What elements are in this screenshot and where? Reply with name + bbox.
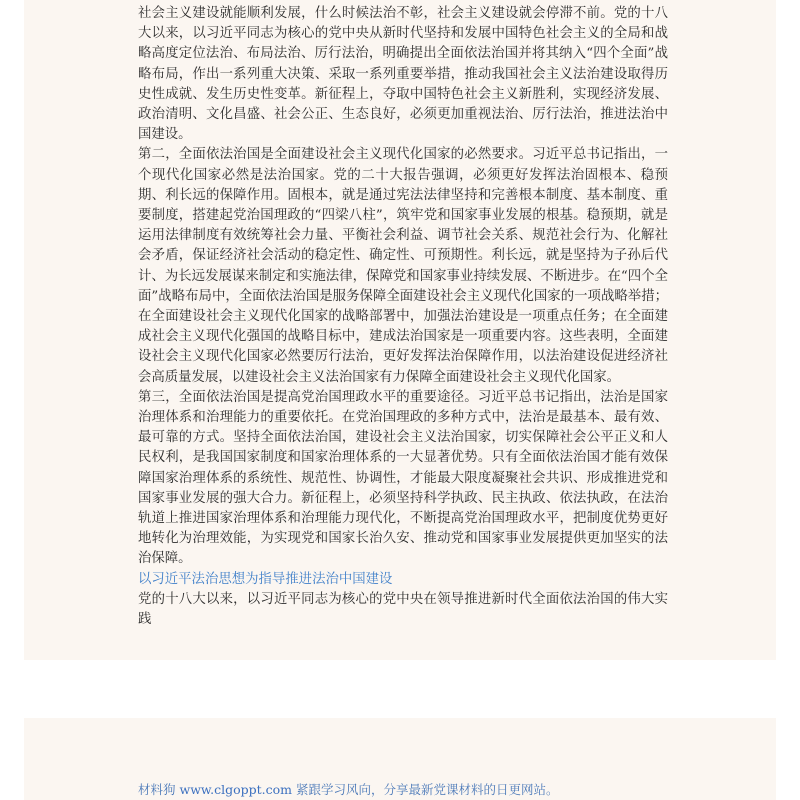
footer-brand: 材料狗 [138, 782, 176, 797]
paragraph-1: 社会主义建设就能顺利发展，什么时候法治不彰，社会主义建设就会停滞不前。党的十八大以来，以习近平同志为核心的党中央从新时代坚持和发展中国特色社会主义的全局和战略高度定位法治、布局法治、厉行法治，明确提出全面依法治国并将其纳入“四个全面”战略布局，作出一系列重大决策、采取一系列重要举措，推动我国社会主义法治建设取得历史性成就、发生历史性变革。新征程上，夺取中国特色社会主义新胜利，实现经济发展、政治清明、文化昌盛、社会公正、生态良好，必须更加重视法治、厉行法治，推进法治中国建设。 [138, 6, 668, 143]
paragraph-3: 第三，全面依法治国是提高党治国理政水平的重要途径。习近平总书记指出，法治是国家治理体系和治理能力的重要依托。在党治国理政的多种方式中，法治是最基本、最有效、最可靠的方式。坚持全面依法治国，建设社会主义法治国家，切实保障社会公平正义和人民权利，是我国国家制度和国家治理体系的一大显著优势。只有全面依法治国才能有效保障国家治理体系的系统性、规范性、协调性，才能最大限度凝聚社会共识、形成推进党和国家事业发展的强大合力。新征程上，必须坚持科学执政、民主执政、依法执政，在法治轨道上推进国家治理体系和治理能力现代化，不断提高党治国理政水平，把制度优势更好地转化为治理效能，为实现党和国家长治久安、推动党和国家事业发展提供更加坚实的法治保障。 [138, 389, 668, 567]
paragraph-4: 党的十八大以来，以习近平同志为核心的党中央在领导推进新时代全面依法治国的伟大实践 [138, 591, 668, 628]
paragraph-2: 第二，全面依法治国是全面建设社会主义现代化国家的必然要求。习近平总书记指出，一个现代化国家必然是法治国家。党的二十大报告强调，必须更好发挥法治固根本、稳预期、利长远的保障作用。固根本，就是通过宪法法律坚持和完善根本制度、基本制度、重要制度，搭建起党治国理政的“四梁八柱”，筑牢党和国家事业发展的根基。稳预期，就是运用法律制度有效统筹社会力量、平衡社会利益、调节社会关系、规范社会行为、化解社会矛盾，保证经济社会活动的稳定性、确定性、可预期性。利长远，就是坚持为子孙后代计、为长远发展谋来制定和实施法律，保障党和国家事业持续发展、不断进步。在“四个全面”战略布局中，全面依法治国是服务保障全面建设社会主义现代化国家的一项战略举措；在全面建设社会主义现代化国家的战略部署中，加强法治建设是一项重点任务；在全面建成社会主义现代化强国的战略目标中，建成法治国家是一项重要内容。这些表明，全面建设社会主义现代化国家必然要厉行法治，更好发挥法治保障作用，以法治建设促进经济社会高质量发展，以建设社会主义法治国家有力保障全面建设社会主义现代化国家。 [138, 147, 668, 385]
footer-tagline: 紧跟学习风向，分享最新党课材料的日更网站。 [295, 782, 559, 797]
footer [138, 780, 559, 798]
section-subheading: 以习近平法治思想为指导推进法治中国建设 [138, 571, 393, 587]
footer-site-link[interactable]: www.clgoppt.com [179, 782, 292, 797]
article-body [138, 4, 668, 630]
